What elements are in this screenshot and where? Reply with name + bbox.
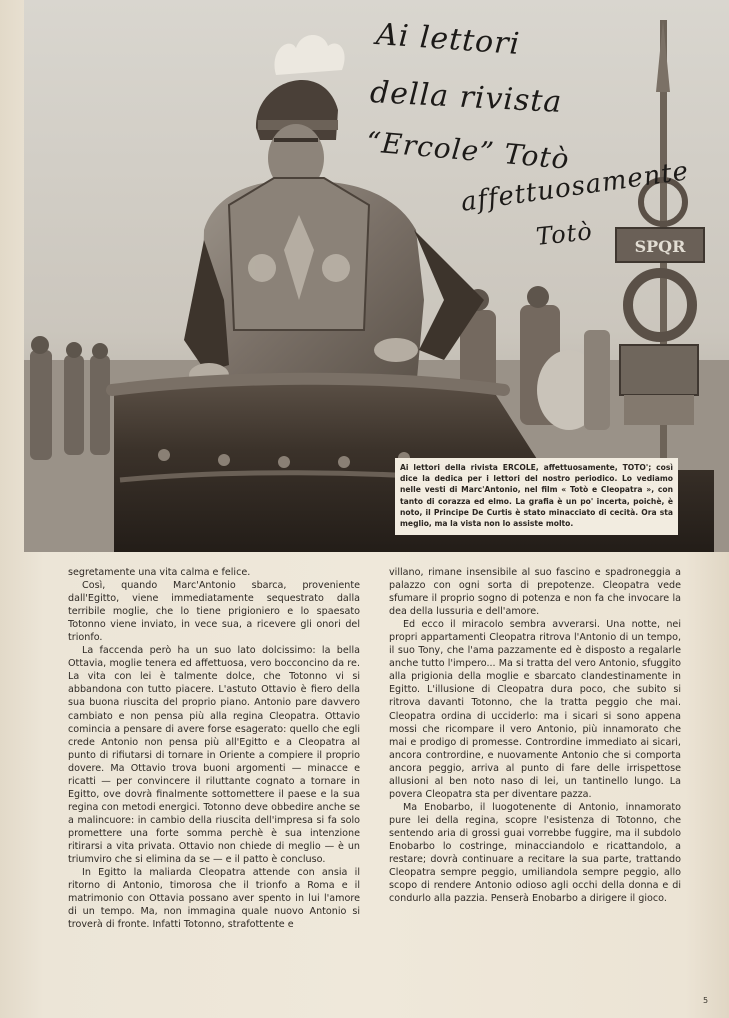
paragraph: Ma Enobarbo, il luogotenente di Antonio, innamorato pure lei della regina, scopre l'esistenza di Totonno, che sentendo aria di grossi guai vorrebbe fuggire, ma il subdolo Enobarbo lo costringe, minacciandolo e ricattandolo, a restare; dovrà continuare a recitare la sua parte, trattando Cleopatra sempre peggio, umiliandola sempre peggio, allo scopo di rendere Antonio odioso agli occhi della donna e di condurlo alla pazzia. Penserà Enobarbo a dirigere il gioco. [389, 801, 681, 905]
handwritten-signature: Totò [534, 217, 594, 251]
photo-caption: Ai lettori della rivista ERCOLE, affettuosamente, TOTO'; così dice la dedica per i lettori del nostro periodico. Lo vediamo nelle vesti di Marc'Antonio, nel film « Totò e Cleopatra », con tanto di corazza ed elmo. La grafia è un po' incerta, poichè, è noto, il Principe De Curtis è stato minacciato di cecità. Ora sta meglio, ma la vista non lo assiste molto. [395, 458, 678, 535]
paragraph: In Egitto la maliarda Cleopatra attende con ansia il ritorno di Antonio, timorosa che il trionfo a Roma e il matrimonio con Ottavia possano aver spento in lui l'amore di un tempo. Ma, non immagina quale nuovo Antonio si troverà di fronte. Infatti Totonno, strafottente e [68, 867, 360, 931]
paragraph: segretamente una vita calma e felice. [68, 567, 251, 578]
handwritten-dedication-line4: affettuosamente [459, 156, 691, 218]
handwritten-dedication-line1: Ai lettori [374, 17, 522, 62]
article-column-right [389, 566, 681, 905]
paragraph: La faccenda però ha un suo lato dolcissimo: la bella Ottavia, moglie tenera ed affettuosa, vero bocconcino da re. La vita con lei è talmente dolce, che Totonno vi si abbandona con tutto piacere. L'astuto Ottavio è fiero della sua buona riuscita del proprio piano. Antonio pare davvero cambiato e non pensa più alla regina Cleopatra. Ottavio comincia a pensare di avere forse esagerato: quello che egli crede Antonio non pensa più all'Egitto e a Cleopatra al punto di rifiutarsi di tornare in Oriente a compiere il proprio dovere. Ma Ottavio trova buoni argomenti — minacce e ricatti — per convincere il riluttante cognato a tornare in Egitto, ove dovrà finalmente sottomettere il paese e la sua regina con metodi energici. Totonno deve obbedire anche se a malincuore: in cambio della riuscita dell'impresa si fa solo promettere una forte somma perchè è sua intenzione ritirarsi a vita privata. Ottavio non chiede di meglio — è un triumviro che si elimina da se — e il patto è concluso. [68, 645, 360, 866]
handwritten-dedication-line3: “Ercole” Totò [364, 125, 571, 176]
handwritten-dedication-line2: della rivista [369, 74, 564, 121]
article-column-left [68, 566, 360, 931]
page-number: 5 [703, 996, 709, 1005]
paragraph: Ed ecco il miracolo sembra avverarsi. Una notte, nei propri appartamenti Cleopatra ritrova l'Antonio di un tempo, il suo Tony, che l'ama pazzamente ed è disposto a regalarle anche tutto l'impero... Ma si tratta del vero Antonio, sfuggito alla prigionia della moglie e sbarcato clandestinamente in Egitto. L'illusione di Cleopatra dura poco, che subito si ritrova davanti Totonno, che la tratta peggio che mai. Cleopatra ordina di ucciderlo: ma i sicari si sono appena mossi che ricompare il vero Antonio, più innamorato che mai e prodigo di promesse. Contrordine immediato ai sicari, ancora contrordine, e nuovamente Antonio che si comporta ancora peggio, arriva al punto di fare delle irrispettose allusioni al ben noto naso di lei, un tantinello lungo. La povera Cleopatra sta per diventare pazza. [389, 619, 681, 800]
spqr-label: SPQR [634, 237, 686, 256]
paragraph: villano, rimane insensibile al suo fascino e spadroneggia a palazzo con ogni sorta di prepotenze. Cleopatra vede sfumare il proprio sogno di potenza e non fa che invocare la dea della lussuria e dell'amore. [389, 567, 681, 618]
paragraph: Così, quando Marc'Antonio sbarca, proveniente dall'Egitto, viene immediatamente sequestrato dalla terribile moglie, che lo tiene prigioniero e lo spaesato Totonno viene inviato, in vece sua, a ricevere gli onori del trionfo. [68, 580, 360, 644]
